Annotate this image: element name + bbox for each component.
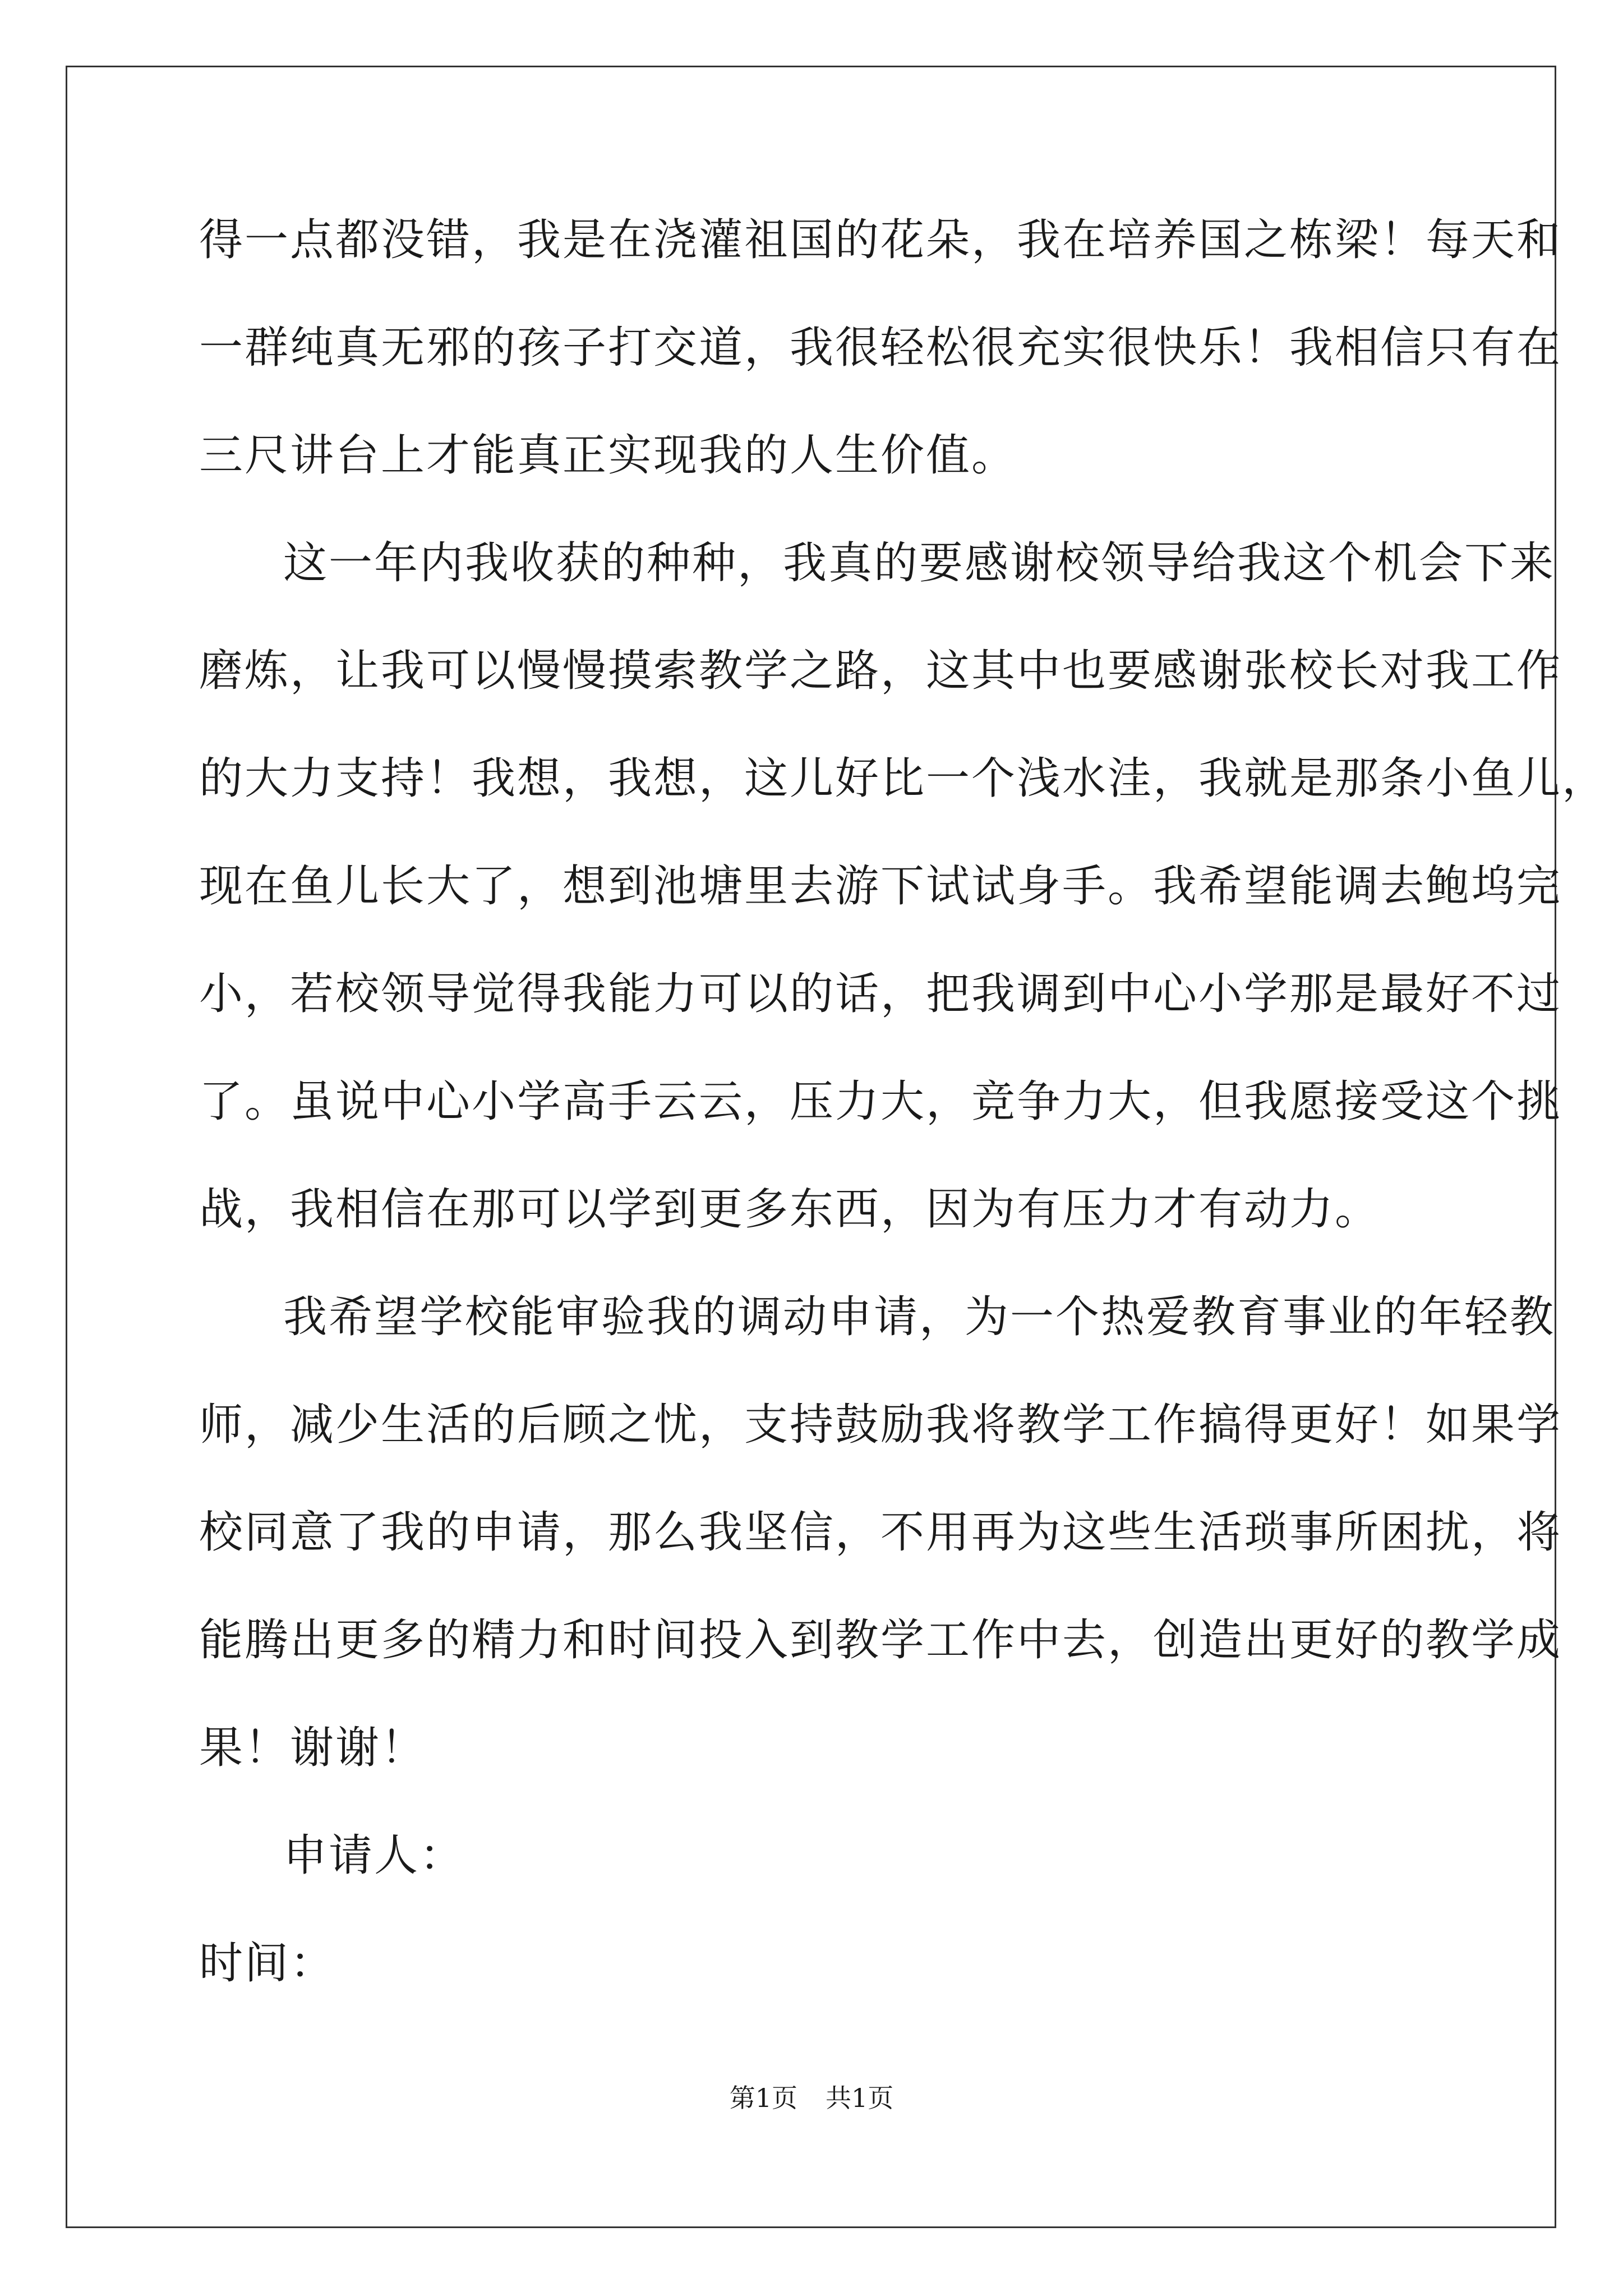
document-body bbox=[199, 212, 1608, 2043]
text-line: 果！谢谢！ bbox=[199, 1723, 427, 1773]
text-line: 三尺讲台上才能真正实现我的人生价值。 bbox=[199, 430, 1017, 481]
paragraph-start-line: 我希望学校能审验我的调动申请，为一个热爱教育事业的年轻教 bbox=[283, 1292, 1556, 1342]
text-line: 现在鱼儿长大了，想到池塘里去游下试试身手。我希望能调去鲍坞完 bbox=[199, 861, 1562, 912]
text-line: 战，我相信在那可以学到更多东西，因为有压力才有动力。 bbox=[199, 1184, 1381, 1235]
text-line: 一群纯真无邪的孩子打交道，我很轻松很充实很快乐！我相信只有在 bbox=[199, 323, 1562, 373]
page-total: 共1页 bbox=[826, 2083, 894, 2113]
text-line: 师，减少生活的后顾之忧，支持鼓励我将教学工作搞得更好！如果学 bbox=[199, 1400, 1562, 1450]
applicant-label: 申请人： bbox=[283, 1830, 465, 1881]
paragraph-start-line: 这一年内我收获的种种，我真的要感谢校领导给我这个机会下来 bbox=[283, 538, 1556, 588]
text-line: 校同意了我的申请，那么我坚信，不用再为这些生活琐事所困扰，将 bbox=[199, 1507, 1562, 1558]
text-line: 能腾出更多的精力和时间投入到教学工作中去，创造出更好的教学成 bbox=[199, 1615, 1562, 1665]
text-line: 了。虽说中心小学高手云云，压力大，竞争力大，但我愿接受这个挑 bbox=[199, 1076, 1562, 1127]
text-line: 得一点都没错，我是在浇灌祖国的花朵，我在培养国之栋梁！每天和 bbox=[199, 215, 1562, 265]
text-line: 小，若校领导觉得我能力可以的话，把我调到中心小学那是最好不过 bbox=[199, 969, 1562, 1019]
text-line: 磨炼，让我可以慢慢摸索教学之路，这其中也要感谢张校长对我工作 bbox=[199, 646, 1562, 696]
page-footer bbox=[0, 2081, 1623, 2115]
page-number: 第1页 bbox=[729, 2083, 797, 2113]
text-line: 的大力支持！我想，我想，这儿好比一个浅水洼，我就是那条小鱼儿， bbox=[199, 753, 1608, 804]
date-label: 时间： bbox=[199, 1938, 336, 1989]
